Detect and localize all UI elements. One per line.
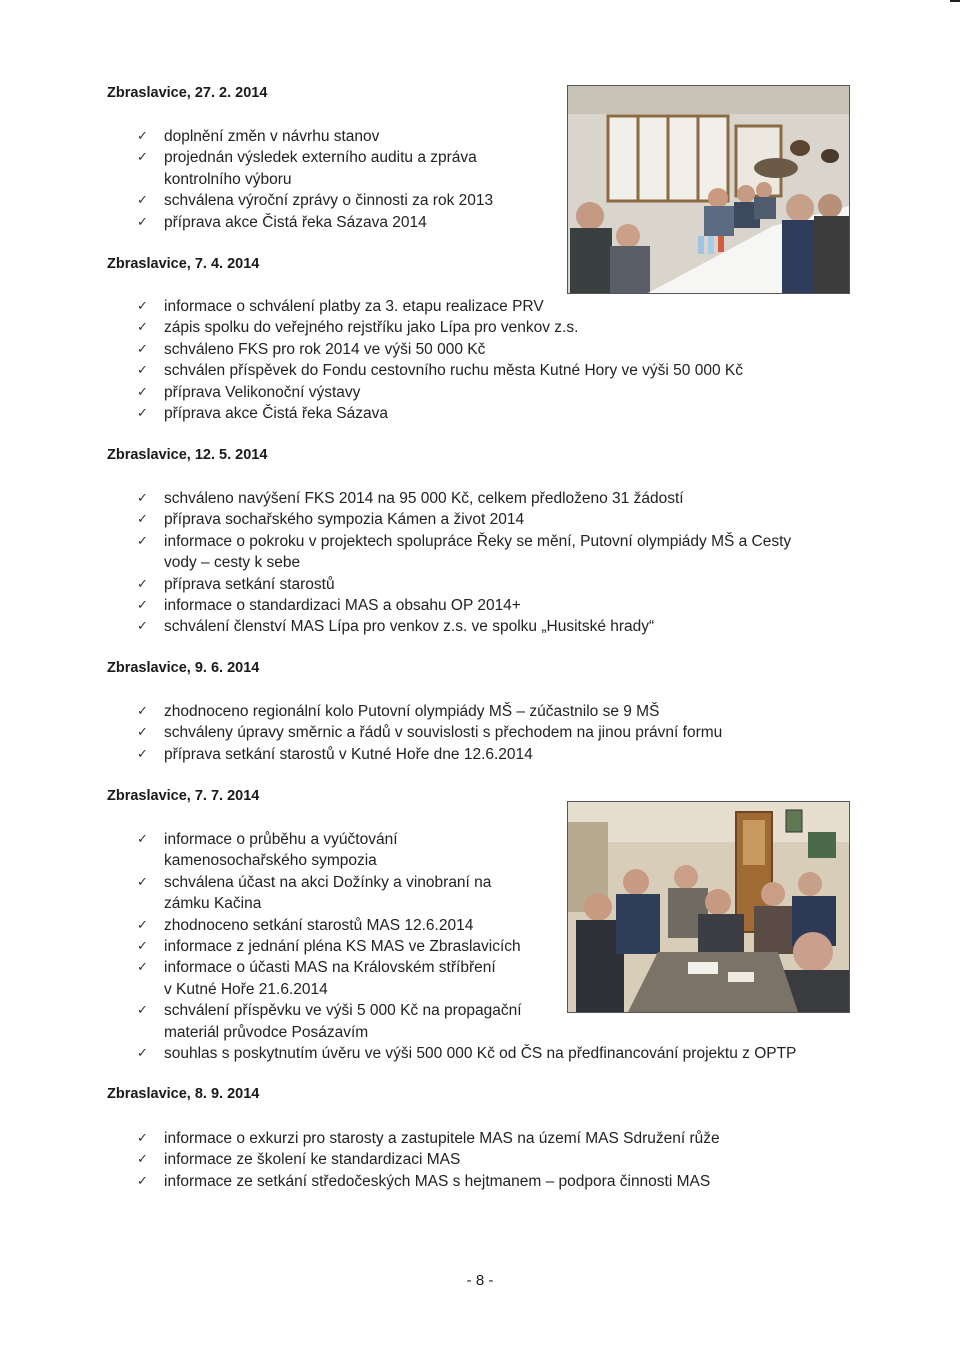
- checkmark-icon: ✓: [137, 320, 148, 336]
- meeting-items: [137, 296, 743, 424]
- list-item: ✓ schválena účast na akci Dožínky a vinobraní na zámku Kačina: [137, 873, 492, 913]
- meeting-heading: Zbraslavice, 9. 6. 2014: [107, 660, 260, 676]
- list-item: ✓ informace o účasti MAS na Královském stříbření v Kutné Hoře 21.6.2014: [137, 959, 496, 998]
- checkmark-icon: ✓: [137, 1152, 148, 1168]
- checkmark-icon: ✓: [137, 1046, 148, 1062]
- checkmark-icon: ✓: [137, 598, 148, 614]
- checkmark-icon: ✓: [137, 1131, 148, 1146]
- meeting-heading: Zbraslavice, 27. 2. 2014: [107, 85, 268, 101]
- meeting-photo-hall: [567, 85, 850, 294]
- checkmark-icon: ✓: [137, 491, 148, 506]
- checkmark-icon: ✓: [137, 746, 148, 762]
- meeting-items: [137, 1128, 720, 1192]
- list-item: ✓ příprava sochařského sympozia Kámen a život 2014: [137, 509, 791, 530]
- list-item: ✓ příprava setkání starostů: [137, 574, 791, 595]
- checkmark-icon: ✓: [137, 704, 148, 719]
- list-item: ✓ projednán výsledek externího auditu a zpráva kontrolního výboru: [137, 149, 477, 188]
- meeting-heading: Zbraslavice, 7. 4. 2014: [107, 256, 260, 272]
- meeting-heading: Zbraslavice, 8. 9. 2014: [107, 1086, 260, 1102]
- checkmark-icon: ✓: [137, 874, 148, 890]
- checkmark-icon: ✓: [137, 832, 148, 847]
- list-item: ✓ zhodnoceno setkání starostů MAS 12.6.2014: [137, 915, 796, 936]
- checkmark-icon: ✓: [137, 725, 148, 741]
- checkmark-icon: ✓: [137, 363, 148, 379]
- meeting-heading: Zbraslavice, 7. 7. 2014: [107, 788, 260, 804]
- list-item: ✓ příprava akce Čistá řeka Sázava: [137, 403, 743, 424]
- list-item: ✓ informace ze setkání středočeských MAS s hejtmanem – podpora činnosti MAS: [137, 1171, 720, 1192]
- checkmark-icon: ✓: [137, 193, 148, 209]
- checkmark-icon: ✓: [137, 1003, 148, 1019]
- checkmark-icon: ✓: [137, 406, 148, 422]
- list-item: ✓ informace o průběhu a vyúčtování kamenosochařského sympozia: [137, 831, 398, 870]
- list-item: ✓ zhodnoceno regionální kolo Putovní olympiády MŠ – zúčastnilo se 9 MŠ: [137, 701, 722, 722]
- checkmark-icon: ✓: [137, 576, 148, 592]
- checkmark-icon: ✓: [137, 299, 148, 314]
- checkmark-icon: ✓: [137, 512, 148, 528]
- checkmark-icon: ✓: [137, 1173, 148, 1189]
- list-item: ✓ schválení členství MAS Lípa pro venkov z.s. ve spolku „Husitské hrady“: [137, 616, 791, 637]
- meeting-items: [137, 126, 493, 233]
- checkmark-icon: ✓: [137, 619, 148, 635]
- meeting-items: [137, 701, 722, 765]
- list-item: ✓ schválena výroční zprávy o činnosti za rok 2013: [137, 190, 493, 211]
- list-item: ✓ schválen příspěvek do Fondu cestovního ruchu města Kutné Hory ve výši 50 000 Kč: [137, 360, 743, 381]
- list-item: ✓ zápis spolku do veřejného rejstříku jako Lípa pro venkov z.s.: [137, 317, 743, 338]
- list-item: ✓ informace z jednání pléna KS MAS ve Zbraslavicích: [137, 936, 796, 957]
- checkmark-icon: ✓: [137, 341, 148, 357]
- list-item: ✓ schváleno FKS pro rok 2014 ve výši 50 000 Kč: [137, 339, 743, 360]
- list-item: ✓ příprava akce Čistá řeka Sázava 2014: [137, 212, 493, 233]
- checkmark-icon: ✓: [137, 533, 148, 549]
- list-item: ✓ informace o pokroku v projektech spolupráce Řeky se mění, Putovní olympiády MŠ a Cesty vody – cesty k sebe: [137, 532, 792, 572]
- checkmark-icon: ✓: [137, 960, 148, 976]
- list-item: ✓ informace o exkurzi pro starosty a zastupitele MAS na území MAS Sdružení růže: [137, 1128, 720, 1149]
- meeting-items: [137, 488, 791, 638]
- list-item: ✓ schválení příspěvku ve výši 5 000 Kč na propagační materiál průvodce Posázavím: [137, 1002, 522, 1041]
- list-item: ✓ souhlas s poskytnutím úvěru ve výši 500 000 Kč od ČS na předfinancování projektu z OPTP: [137, 1043, 796, 1064]
- list-item: ✓ doplnění změn v návrhu stanov: [137, 126, 493, 147]
- list-item: ✓ příprava Velikonoční výstavy: [137, 382, 743, 403]
- meeting-photo-table: [567, 801, 850, 1013]
- list-item: ✓ informace o schválení platby za 3. etapu realizace PRV: [137, 296, 743, 317]
- list-item: ✓ schváleno navýšení FKS 2014 na 95 000 Kč, celkem předloženo 31 žádostí: [137, 488, 791, 509]
- checkmark-icon: ✓: [137, 150, 148, 166]
- checkmark-icon: ✓: [137, 939, 148, 955]
- meeting-heading: Zbraslavice, 12. 5. 2014: [107, 447, 268, 463]
- list-item: ✓ informace ze školení ke standardizaci MAS: [137, 1149, 720, 1170]
- checkmark-icon: ✓: [137, 917, 148, 933]
- list-item: ✓ příprava setkání starostů v Kutné Hoře dne 12.6.2014: [137, 744, 722, 765]
- checkmark-icon: ✓: [137, 214, 148, 230]
- list-item: ✓ informace o standardizaci MAS a obsahu OP 2014+: [137, 595, 791, 616]
- scan-corner-mark: [950, 0, 960, 2]
- page-number: - 8 -: [466, 1272, 494, 1289]
- checkmark-icon: ✓: [137, 384, 148, 400]
- checkmark-icon: ✓: [137, 129, 148, 144]
- list-item: ✓ schváleny úpravy směrnic a řádů v souvislosti s přechodem na jinou právní formu: [137, 722, 722, 743]
